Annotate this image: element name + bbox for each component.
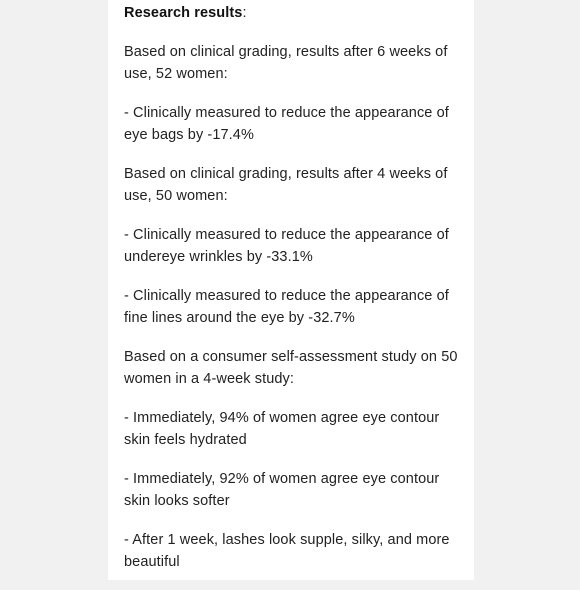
heading-colon: : — [242, 5, 247, 21]
result-undereye-wrinkles: - Clinically measured to reduce the appearance of undereye wrinkles by -33.1% — [124, 227, 449, 265]
heading-bold-text: Research results — [124, 5, 243, 21]
result-eye-bags: - Clinically measured to reduce the appearance of eye bags by -17.4% — [124, 105, 449, 143]
research-results-section — [124, 2, 464, 590]
result-fine-lines: - Clinically measured to reduce the appearance of fine lines around the eye by -32.7% — [124, 288, 449, 326]
section-heading — [124, 2, 464, 24]
study-intro-self-assessment: Based on a consumer self-assessment study on 50 women in a 4-week study: — [124, 349, 458, 387]
study-intro-6-weeks: Based on clinical grading, results after 6 weeks of use, 52 women: — [124, 44, 448, 82]
study-intro-4-weeks: Based on clinical grading, results after 4 weeks of use, 50 women: — [124, 166, 448, 204]
result-softer: - Immediately, 92% of women agree eye contour skin looks softer — [124, 471, 440, 509]
result-hydrated: - Immediately, 94% of women agree eye contour skin feels hydrated — [124, 410, 440, 448]
result-lashes: - After 1 week, lashes look supple, silky, and more beautiful — [124, 532, 450, 570]
